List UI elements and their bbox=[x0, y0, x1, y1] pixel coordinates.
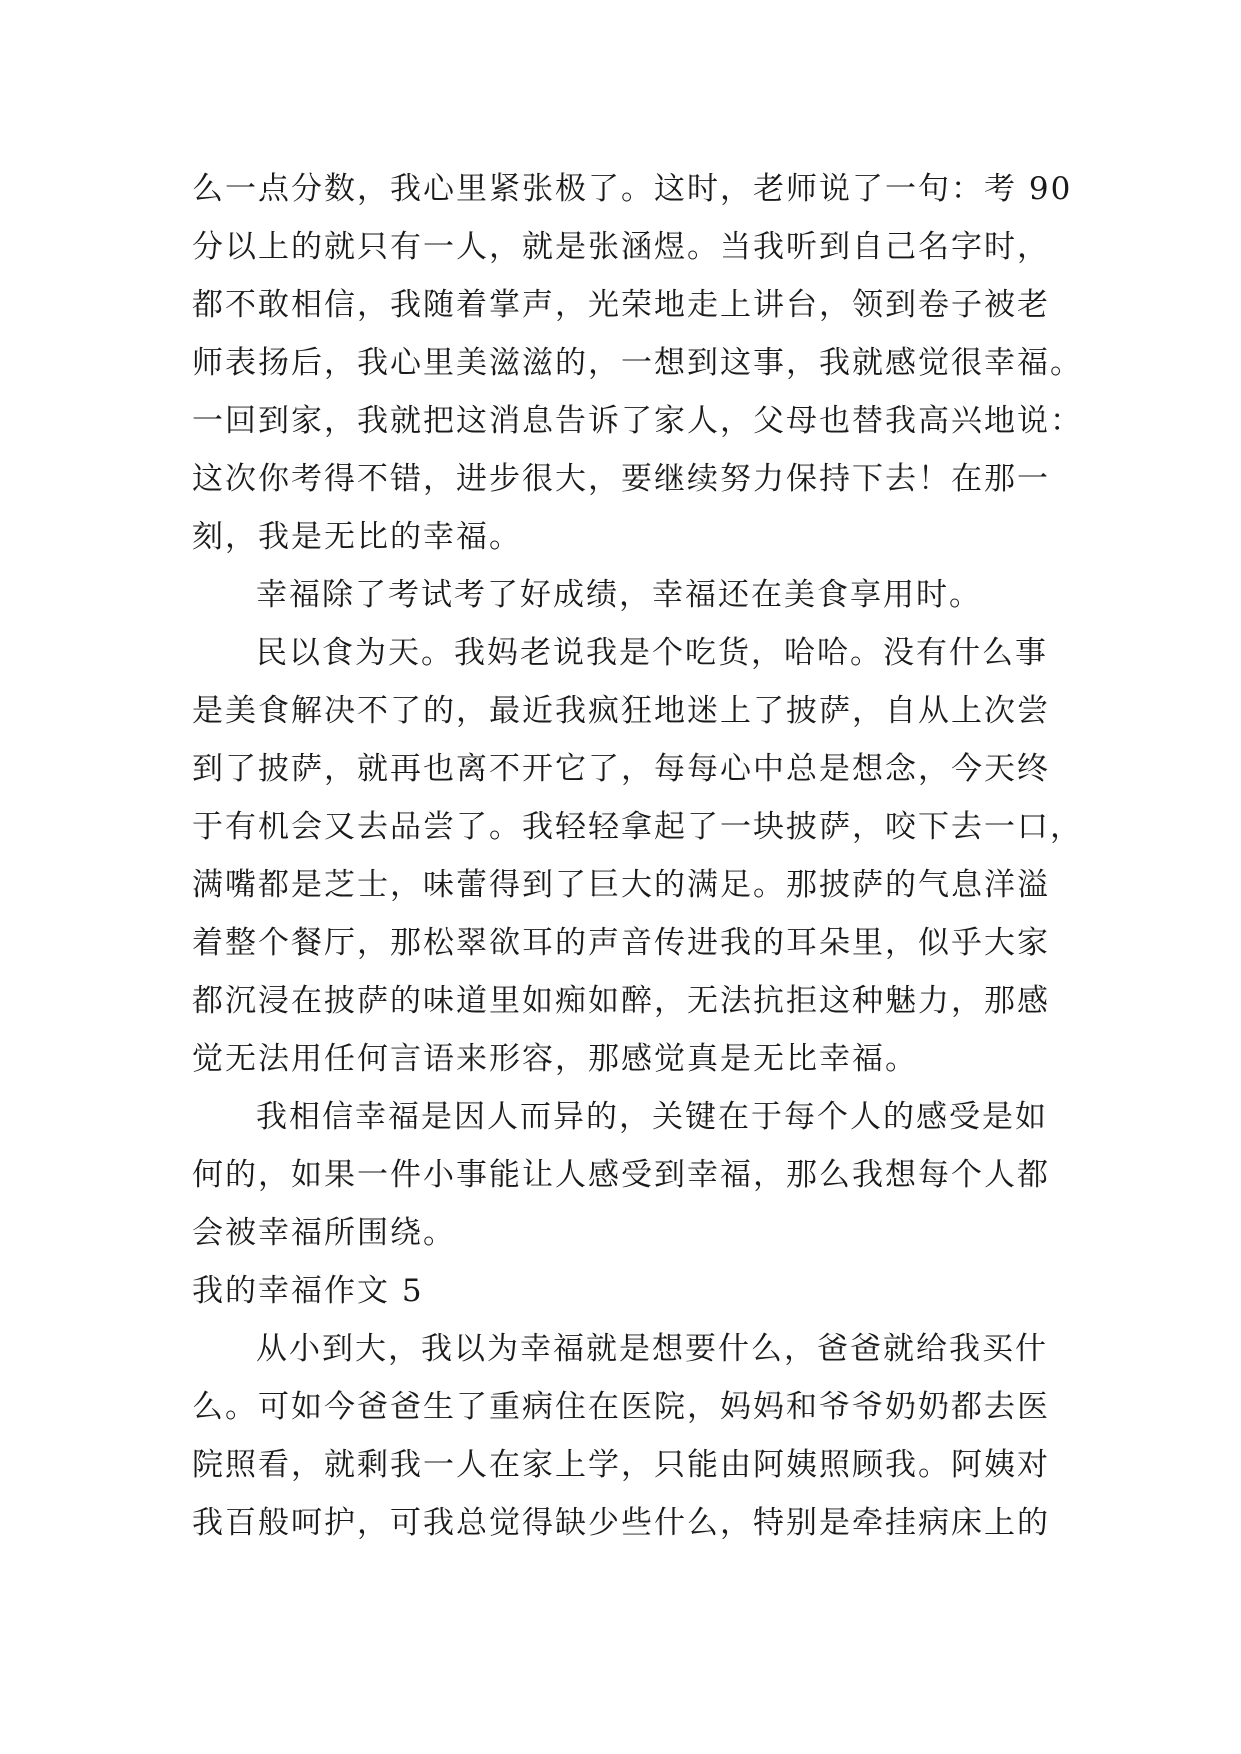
text-line: 着整个餐厅，那松翠欲耳的声音传进我的耳朵里，似乎大家 bbox=[192, 925, 1050, 961]
text-line: 么。可如今爸爸生了重病住在医院，妈妈和爷爷奶奶都去医 bbox=[192, 1389, 1050, 1425]
text-line: 么一点分数，我心里紧张极了。这时，老师说了一句：考 90 bbox=[192, 171, 1073, 207]
text-line: 于有机会又去品尝了。我轻轻拿起了一块披萨，咬下去一口， bbox=[192, 809, 1083, 845]
text-line: 到了披萨，就再也离不开它了，每每心中总是想念，今天终 bbox=[192, 751, 1050, 787]
text-line: 觉无法用任何言语来形容，那感觉真是无比幸福。 bbox=[192, 1041, 918, 1077]
text-line: 都不敢相信，我随着掌声，光荣地走上讲台，领到卷子被老 bbox=[192, 287, 1050, 323]
text-line: 分以上的就只有一人，就是张涵煜。当我听到自己名字时， bbox=[192, 229, 1050, 265]
text-line: 院照看，就剩我一人在家上学，只能由阿姨照顾我。阿姨对 bbox=[192, 1447, 1050, 1483]
text-line: 我百般呵护，可我总觉得缺少些什么，特别是牵挂病床上的 bbox=[192, 1505, 1050, 1541]
paragraph-first-line: 从小到大，我以为幸福就是想要什么，爸爸就给我买什 bbox=[256, 1331, 1048, 1367]
text-line: 会被幸福所围绕。 bbox=[192, 1215, 456, 1251]
document-page bbox=[192, 160, 1083, 1552]
text-line: 刻，我是无比的幸福。 bbox=[192, 519, 522, 555]
paragraph-first-line: 幸福除了考试考了好成绩，幸福还在美食享用时。 bbox=[256, 577, 982, 613]
text-line: 都沉浸在披萨的味道里如痴如醉，无法抗拒这种魅力，那感 bbox=[192, 983, 1050, 1019]
text-line: 是美食解决不了的，最近我疯狂地迷上了披萨，自从上次尝 bbox=[192, 693, 1050, 729]
text-line: 师表扬后，我心里美滋滋的，一想到这事，我就感觉很幸福。 bbox=[192, 345, 1083, 381]
paragraph-first-line: 我相信幸福是因人而异的，关键在于每个人的感受是如 bbox=[256, 1099, 1048, 1135]
text-line: 一回到家，我就把这消息告诉了家人，父母也替我高兴地说： bbox=[192, 403, 1083, 439]
text-line: 何的，如果一件小事能让人感受到幸福，那么我想每个人都 bbox=[192, 1157, 1050, 1193]
text-line: 满嘴都是芝士，味蕾得到了巨大的满足。那披萨的气息洋溢 bbox=[192, 867, 1050, 903]
paragraph-first-line: 民以食为天。我妈老说我是个吃货，哈哈。没有什么事 bbox=[256, 635, 1048, 671]
section-heading: 我的幸福作文 5 bbox=[192, 1273, 424, 1309]
text-line: 这次你考得不错，进步很大，要继续努力保持下去！在那一 bbox=[192, 461, 1050, 497]
